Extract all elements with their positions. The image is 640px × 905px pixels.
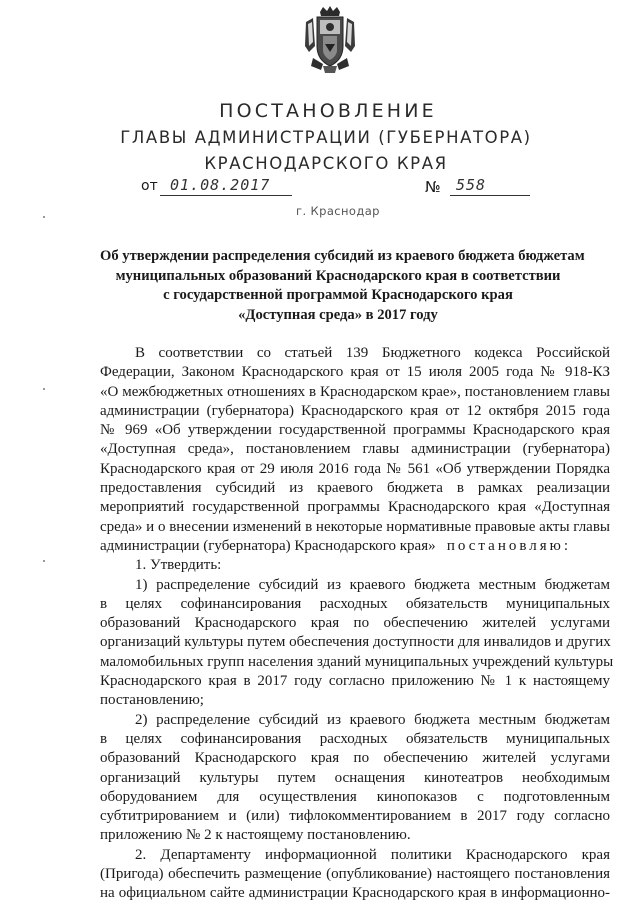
document-title bbox=[100, 247, 585, 325]
body-line: образований Краснодарского края по обеспечению жителей услугами bbox=[100, 615, 610, 632]
body-line: образований Краснодарского края по обеспечению жителей услугами bbox=[100, 750, 610, 767]
body-line: на официальном сайте администрации Краснодарского края в информационно- bbox=[100, 885, 610, 902]
body-line: В соответствии со статьей 139 Бюджетного кодекса Российской bbox=[135, 345, 610, 361]
body-line: Федерации, Законом Краснодарского края от 15 июля 2005 года № 918-КЗ bbox=[100, 364, 610, 381]
date-label: от bbox=[141, 178, 158, 194]
body-line: 2. Департаменту информационной политики Краснодарского края bbox=[135, 846, 610, 863]
body-line: «О межбюджетных отношениях в Краснодарском крае», постановлением главы bbox=[100, 383, 610, 400]
body-line: мероприятий государственной программы Краснодарского края «Доступная bbox=[100, 499, 610, 516]
title-line: муниципальных образований Краснодарского края в соответствии bbox=[115, 267, 561, 284]
date-field: 01.08.2017 bbox=[160, 176, 292, 196]
document-type-heading: ПОСТАНОВЛЕНИЕ bbox=[219, 100, 437, 122]
scan-speck bbox=[43, 388, 45, 390]
body-line: 2) распределение субсидий из краевого бюджета местным бюджетам bbox=[135, 711, 610, 728]
body-line: Краснодарского края в 2017 году согласно приложению № 1 к настоящему bbox=[100, 673, 610, 690]
body-line: 1) распределение субсидий из краевого бюджета местным бюджетам bbox=[135, 576, 610, 593]
body-line: в целях софинансирования расходных обязательств муниципальных bbox=[100, 730, 610, 747]
body-line: № 969 «Об утверждении государственной программы Краснодарского края bbox=[100, 422, 610, 439]
body-line: в целях софинансирования расходных обязательств муниципальных bbox=[100, 595, 610, 612]
issuer-heading: ГЛАВЫ АДМИНИСТРАЦИИ (ГУБЕРНАТОРА) bbox=[120, 128, 532, 147]
body-line: организаций культуры путем обеспечения доступности для инвалидов и других bbox=[100, 634, 611, 651]
body-line: субтитрированием и (или) тифлокомментированием в 2017 году согласно bbox=[100, 808, 610, 825]
document-body bbox=[100, 344, 614, 904]
city-label: г. Краснодар bbox=[296, 204, 380, 218]
scan-speck bbox=[43, 560, 45, 562]
title-line: Об утверждении распределения субсидий из краевого бюджета бюджетам bbox=[100, 248, 585, 264]
body-text-span: администрации (губернатора) Краснодарского края» bbox=[100, 537, 436, 554]
number-field: 558 bbox=[450, 176, 530, 196]
body-line: «Доступная среда», постановлением главы администрации (губернатора) bbox=[100, 441, 610, 458]
body-line: приложению № 2 к настоящему постановлению. bbox=[100, 827, 411, 844]
body-line: администрации (губернатора) Краснодарского края от 12 октября 2015 года bbox=[100, 402, 610, 419]
body-line: (Пригода) обеспечить размещение (опубликование) настоящего постановления bbox=[100, 866, 610, 883]
number-label: № bbox=[425, 178, 441, 196]
scan-speck bbox=[43, 216, 45, 218]
item-heading: 1. Утвердить: bbox=[135, 557, 222, 574]
body-line: Краснодарского края от 29 июля 2016 года № 561 «Об утверждении Порядка bbox=[100, 460, 610, 477]
title-line: «Доступная среда» в 2017 году bbox=[238, 306, 438, 323]
body-line: организаций культуры путем оснащения кинотеатров необходимым bbox=[100, 769, 610, 786]
krasnodar-coat-of-arms-icon bbox=[303, 6, 357, 74]
body-line: предоставления субсидий из краевого бюджета в рамках реализации bbox=[100, 480, 610, 497]
title-line: с государственной программой Краснодарского края bbox=[163, 287, 513, 303]
decree-word: постановляю: bbox=[446, 537, 571, 554]
body-line: постановлению; bbox=[100, 692, 204, 709]
body-line bbox=[100, 537, 610, 556]
body-line: среда» и о внесении изменений в некоторые нормативные правовые акты главы bbox=[100, 518, 610, 535]
region-heading: КРАСНОДАРСКОГО КРАЯ bbox=[204, 154, 448, 173]
body-line: оборудованием для осуществления кинопоказов с подготовленным bbox=[100, 788, 610, 805]
body-line: маломобильных групп населения зданий муниципальных учреждений культуры bbox=[100, 653, 614, 670]
